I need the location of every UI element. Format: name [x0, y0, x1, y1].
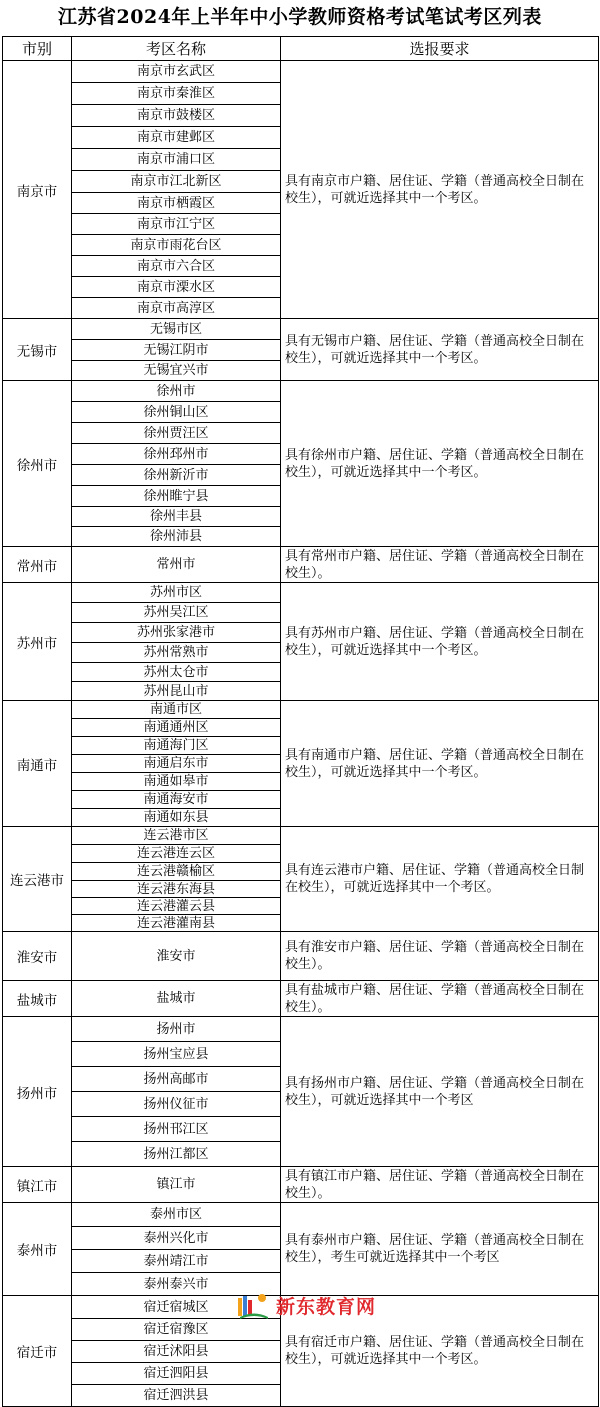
area-cell: 盐城市: [72, 981, 281, 1017]
area-cell: 连云港市区: [72, 827, 281, 845]
area-cell: 连云港赣榆区: [72, 863, 281, 881]
requirement-cell: 具有镇江市户籍、居住证、学籍（普通高校全日制在校生）。: [281, 1167, 599, 1203]
city-cell: 盐城市: [3, 981, 72, 1017]
city-cell: 南京市: [3, 61, 72, 319]
area-cell: 苏州张家港市: [72, 623, 281, 643]
requirement-cell: 具有南京市户籍、居住证、学籍（普通高校全日制在校生），可就近选择其中一个考区。: [281, 61, 599, 319]
area-cell: 常州市: [72, 547, 281, 583]
area-cell: 徐州新沂市: [72, 465, 281, 486]
city-cell: 扬州市: [3, 1017, 72, 1167]
area-cell: 镇江市: [72, 1167, 281, 1203]
area-cell: 南京市高淳区: [72, 298, 281, 319]
area-cell: 无锡市区: [72, 319, 281, 340]
area-cell: 南京市浦口区: [72, 149, 281, 171]
area-cell: 无锡宜兴市: [72, 361, 281, 381]
area-cell: 扬州仪征市: [72, 1092, 281, 1117]
area-cell: 苏州昆山市: [72, 682, 281, 701]
header-requirement: 选报要求: [281, 37, 599, 61]
book-logo-icon: [236, 1290, 272, 1320]
exam-area-table: [2, 36, 599, 1407]
city-cell: 镇江市: [3, 1167, 72, 1203]
table-row: [3, 583, 599, 603]
area-cell: 无锡江阴市: [72, 340, 281, 361]
table-header-row: [3, 37, 599, 61]
area-cell: 连云港灌云县: [72, 898, 281, 915]
city-cell: 苏州市: [3, 583, 72, 701]
requirement-cell: 具有无锡市户籍、居住证、学籍（普通高校全日制在校生），可就近选择其中一个考区。: [281, 319, 599, 381]
area-cell: 泰州兴化市: [72, 1227, 281, 1250]
area-cell: 徐州丰县: [72, 507, 281, 527]
header-area: 考区名称: [72, 37, 281, 61]
table-row: [3, 547, 599, 583]
area-cell: 徐州市: [72, 381, 281, 402]
requirement-cell: 具有宿迁市户籍、居住证、学籍（普通高校全日制在校生），可就近选择其中一个考区。: [281, 1296, 599, 1407]
area-cell: 苏州吴江区: [72, 603, 281, 623]
requirement-cell: 具有常州市户籍、居住证、学籍（普通高校全日制在校生）。: [281, 547, 599, 583]
watermark: [236, 1290, 386, 1322]
area-cell: 南京市江北新区: [72, 171, 281, 193]
requirement-cell: 具有连云港市户籍、居住证、学籍（普通高校全日制在校生），可就近选择其中一个考区。: [281, 827, 599, 932]
area-cell: 南通市区: [72, 701, 281, 719]
table-row: [3, 319, 599, 340]
area-cell: 徐州沛县: [72, 527, 281, 547]
table-body: [3, 61, 599, 1407]
requirement-cell: 具有徐州市户籍、居住证、学籍（普通高校全日制在校生），可就近选择其中一个考区。: [281, 381, 599, 547]
area-cell: 连云港东海县: [72, 881, 281, 898]
area-cell: 泰州靖江市: [72, 1250, 281, 1273]
area-cell: 连云港连云区: [72, 845, 281, 863]
city-cell: 连云港市: [3, 827, 72, 932]
area-cell: 南通通州区: [72, 719, 281, 737]
city-cell: 无锡市: [3, 319, 72, 381]
city-cell: 常州市: [3, 547, 72, 583]
city-cell: 南通市: [3, 701, 72, 827]
area-cell: 泰州市区: [72, 1203, 281, 1227]
area-cell: 南通如东县: [72, 809, 281, 827]
requirement-cell: 具有苏州市户籍、居住证、学籍（普通高校全日制在校生），可就近选择其中一个考区。: [281, 583, 599, 701]
area-cell: 南京市雨花台区: [72, 235, 281, 256]
area-cell: 苏州常熟市: [72, 643, 281, 663]
requirement-cell: 具有淮安市户籍、居住证、学籍（普通高校全日制在校生）。: [281, 932, 599, 981]
page-title: 江苏省2024年上半年中小学教师资格考试笔试考区列表: [58, 6, 542, 28]
area-cell: 宿迁宿豫区: [72, 1319, 281, 1341]
area-cell: 连云港灌南县: [72, 915, 281, 932]
requirement-cell: 具有南通市户籍、居住证、学籍（普通高校全日制在校生），可就近选择其中一个考区。: [281, 701, 599, 827]
requirement-cell: 具有盐城市户籍、居住证、学籍（普通高校全日制在校生）。: [281, 981, 599, 1017]
area-cell: 宿迁泗阳县: [72, 1363, 281, 1385]
area-cell: 宿迁沭阳县: [72, 1341, 281, 1363]
watermark-text: 新东教育网: [276, 1296, 377, 1318]
area-cell: 淮安市: [72, 932, 281, 981]
area-cell: 扬州高邮市: [72, 1067, 281, 1092]
area-cell: 徐州邳州市: [72, 444, 281, 465]
area-cell: 扬州江都区: [72, 1142, 281, 1167]
area-cell: 南京市鼓楼区: [72, 105, 281, 127]
area-cell: 南京市玄武区: [72, 61, 281, 83]
table-row: [3, 701, 599, 719]
area-cell: 南通如皋市: [72, 773, 281, 791]
area-cell: 扬州邗江区: [72, 1117, 281, 1142]
table-row: [3, 1017, 599, 1042]
area-cell: 南京市六合区: [72, 256, 281, 277]
city-cell: 淮安市: [3, 932, 72, 981]
area-cell: 苏州太仓市: [72, 663, 281, 682]
area-cell: 南京市秦淮区: [72, 83, 281, 105]
area-cell: 徐州贾汪区: [72, 423, 281, 444]
table-row: [3, 61, 599, 83]
area-cell: 苏州市区: [72, 583, 281, 603]
area-cell: 南京市溧水区: [72, 277, 281, 298]
area-cell: 徐州铜山区: [72, 402, 281, 423]
city-cell: 徐州市: [3, 381, 72, 547]
requirement-cell: 具有泰州市户籍、居住证、学籍（普通高校全日制在校生），考生可就近选择其中一个考区: [281, 1203, 599, 1296]
area-cell: 泰州泰兴市: [72, 1273, 281, 1296]
area-cell: 南京市栖霞区: [72, 193, 281, 214]
area-cell: 扬州宝应县: [72, 1042, 281, 1067]
city-cell: 宿迁市: [3, 1296, 72, 1407]
city-cell: 泰州市: [3, 1203, 72, 1296]
area-cell: 南京市江宁区: [72, 214, 281, 235]
area-cell: 南通海门区: [72, 737, 281, 755]
area-cell: 南通海安市: [72, 791, 281, 809]
area-cell: 南通启东市: [72, 755, 281, 773]
table-row: [3, 1167, 599, 1203]
header-city: 市别: [3, 37, 72, 61]
table-row: [3, 381, 599, 402]
table-row: [3, 827, 599, 845]
table-row: [3, 932, 599, 981]
area-cell: 徐州睢宁县: [72, 486, 281, 507]
table-row: [3, 1203, 599, 1227]
requirement-cell: 具有扬州市户籍、居住证、学籍（普通高校全日制在校生），可就近选择其中一个考区: [281, 1017, 599, 1167]
area-cell: 南京市建邺区: [72, 127, 281, 149]
area-cell: 扬州市: [72, 1017, 281, 1042]
area-cell: 宿迁泗洪县: [72, 1385, 281, 1407]
area-cell: 宿迁宿城区: [72, 1296, 281, 1319]
table-row: [3, 981, 599, 1017]
